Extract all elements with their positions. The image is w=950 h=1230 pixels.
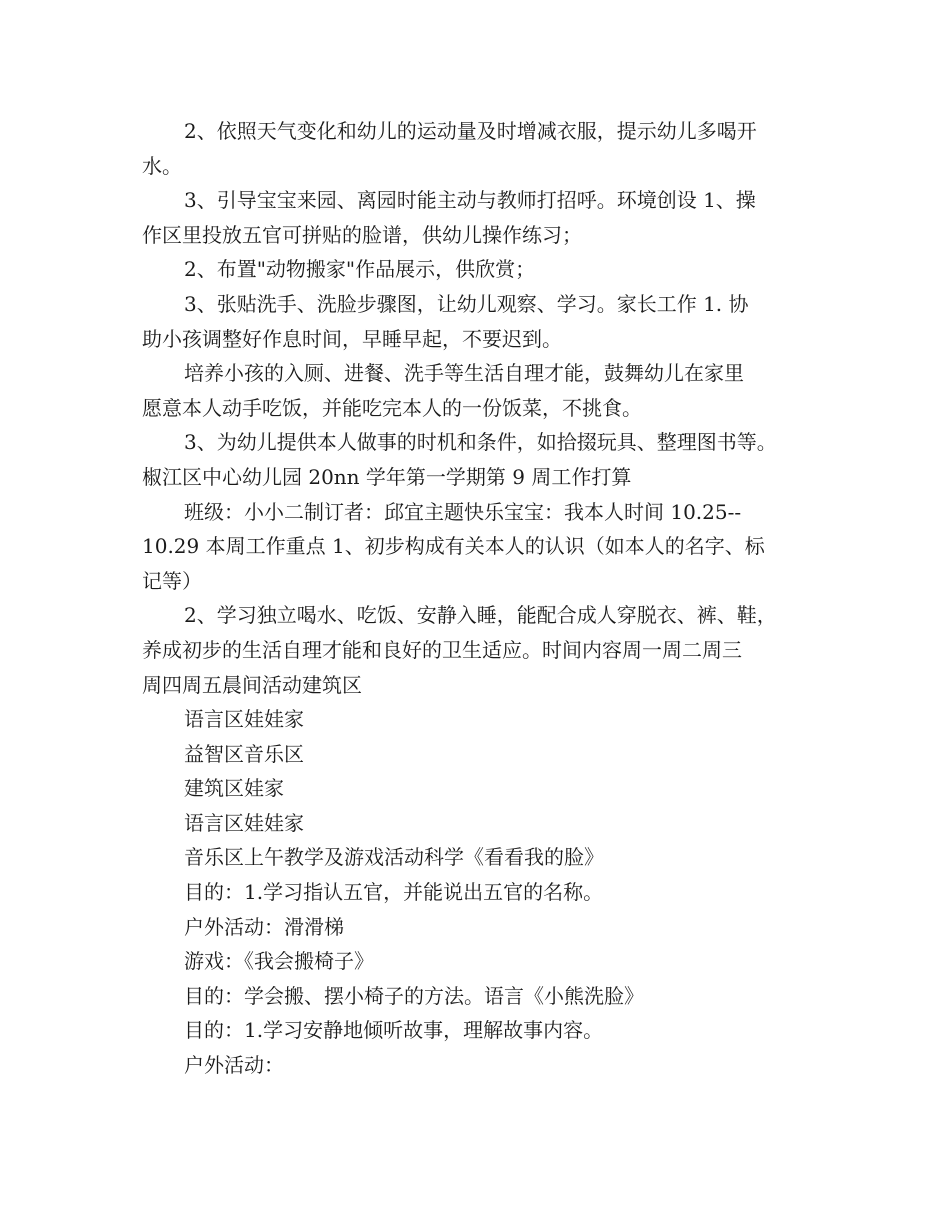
text-line: 10.29 本周工作重点 1、初步构成有关本人的认识（如本人的名字、标 (142, 534, 765, 559)
text-line: 目的：1.学习指认五官，并能说出五官的名称。 (184, 880, 604, 905)
text-line: 游戏：《我会搬椅子》 (184, 949, 374, 974)
text-line: 音乐区上午教学及游戏活动科学《看看我的脸》 (184, 845, 604, 870)
text-line: 作区里投放五官可拼贴的脸谱，供幼儿操作练习； (142, 222, 582, 247)
text-line: 2、布置"动物搬家"作品展示，供欣赏； (184, 257, 536, 282)
text-line: 养成初步的生活自理才能和良好的卫生适应。时间内容周一周二周三 (142, 637, 742, 662)
text-line: 户外活动：滑滑梯 (184, 914, 344, 939)
document-page (142, 114, 828, 1083)
text-line: 愿意本人动手吃饭，并能吃完本人的一份饭菜，不挑食。 (142, 395, 642, 420)
text-line: 3、引导宝宝来园、离园时能主动与教师打招呼。环境创设 1、操 (184, 188, 756, 213)
text-line: 语言区娃娃家 (184, 707, 304, 732)
text-line: 目的：1.学习安静地倾听故事，理解故事内容。 (184, 1018, 604, 1043)
text-line: 培养小孩的入厕、进餐、洗手等生活自理才能，鼓舞幼儿在家里 (184, 361, 744, 386)
text-line: 水。 (142, 153, 182, 178)
text-line: 益智区音乐区 (184, 741, 304, 766)
text-line: 目的：学会搬、摆小椅子的方法。语言《小熊洗脸》 (184, 983, 644, 1008)
text-line: 语言区娃娃家 (184, 810, 304, 835)
text-line: 建筑区娃家 (184, 776, 284, 801)
text-line: 记等） (142, 568, 202, 593)
text-line: 3、张贴洗手、洗脸步骤图，让幼儿观察、学习。家长工作 1. 协 (184, 291, 749, 316)
text-line: 2、依照天气变化和幼儿的运动量及时增减衣服，提示幼儿多喝开 (184, 119, 757, 143)
text-line: 户外活动： (184, 1053, 284, 1078)
text-line: 周四周五晨间活动建筑区 (142, 672, 362, 697)
text-line: 2、学习独立喝水、吃饭、安静入睡，能配合成人穿脱衣、裤、鞋， (184, 603, 777, 628)
text-line: 助小孩调整好作息时间，早睡早起，不要迟到。 (142, 326, 562, 351)
document-heading: 椒江区中心幼儿园 20nn 学年第一学期第 9 周工作打算 (142, 464, 632, 489)
text-line: 班级：小小二制订者：邱宜主题快乐宝宝：我本人时间 10.25-- (184, 499, 742, 524)
text-line: 3、为幼儿提供本人做事的时机和条件，如拾掇玩具、整理图书等。 (184, 430, 777, 455)
